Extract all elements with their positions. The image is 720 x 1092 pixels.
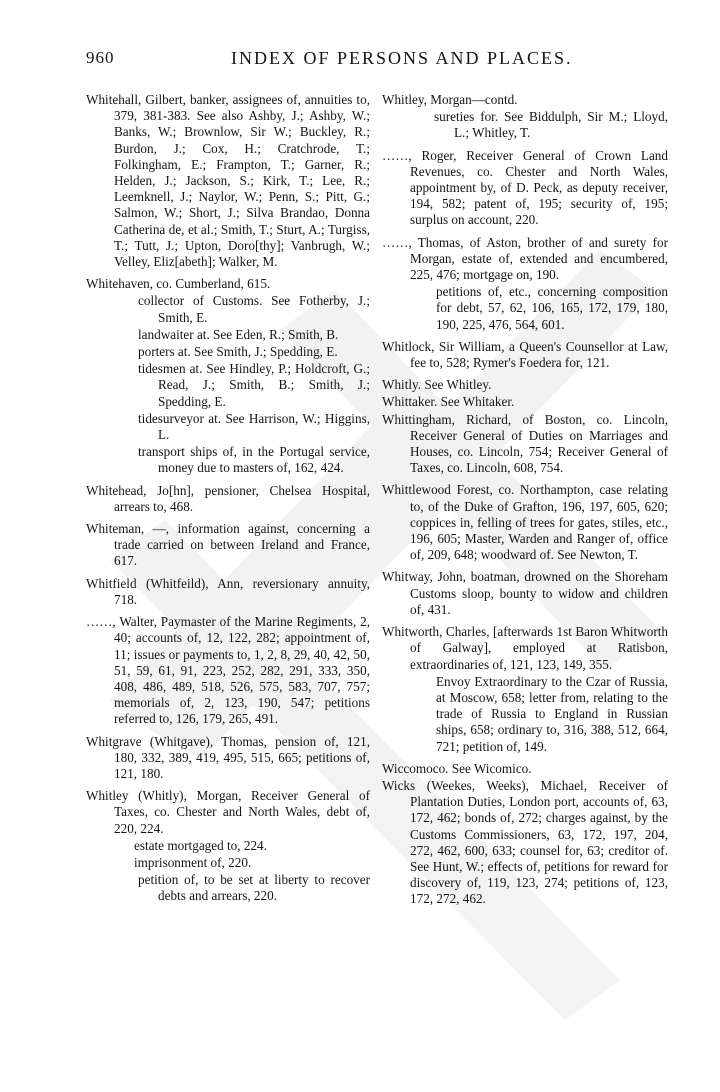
index-entry: Wicks (Weekes, Weeks), Michael, Receiver of Plantation Duties, London port, accounts of, 63, 172, 462; bonds of, 272; charges against, by the Customs Commissioners, 63, 172, 197, 204, 272, 462, 600, 633; counsel for, 63; creditor of. See Hunt, W.; effects of, petitions for reward for discovery of, 119, 123, 274; petitions of, 123, 172, 272, 462. <box>382 777 668 907</box>
index-subentry: tidesurveyor at. See Harrison, W.; Higgins, L. <box>138 410 370 443</box>
index-entry: Whitehaven, co. Cumberland, 615. <box>86 276 271 292</box>
index-entry: Whiteman, —, information against, concerning a trade carried on between Ireland and France, 617. <box>86 521 370 569</box>
index-column-right <box>382 92 668 914</box>
index-subentry: estate mortgaged to, 224. <box>134 837 267 853</box>
index-entry: Whitly. See Whitley. <box>382 377 492 393</box>
index-subentry: imprisonment of, 220. <box>134 854 252 870</box>
index-entry: Whitehall, Gilbert, banker, assignees of, annuities to, 379, 381-383. See also Ashby, J.; Ashby, W.; Banks, W.; Brownlow, Sir W.; Buckley, R.; Burdon, J.; Cox, H.; Cratchrode, T.; Folkingham, E.; Frampton, T.; Garner, R.; Helden, J.; Jackson, S.; Kirk, T.; Lee, R.; Leemknell, J.; Naylor, W.; Penn, S.; Pitt, G.; Salmon, W.; Short, J.; Silva Brandao, Donna Catherina de, et al.; Smith, T.; Sturt, A.; Turgiss, T.; Tutt, J.; Upton, Doro[thy]; Vanbrugh, W.; Velley, Eliz[abeth]; Walker, M. <box>86 92 370 270</box>
index-entry: Whitgrave (Whitgave), Thomas, pension of, 121, 180, 332, 389, 419, 495, 515, 665; petitions of, 121, 180. <box>86 733 370 781</box>
index-subentry: petitions of, etc., concerning composition for debt, 57, 62, 106, 165, 172, 179, 180, 190, 225, 476, 564, 601. <box>436 284 668 332</box>
index-subentry: petition of, to be set at liberty to recover debts and arrears, 220. <box>138 872 370 904</box>
index-entry: Wiccomoco. See Wicomico. <box>382 760 532 776</box>
index-entry: ……, Walter, Paymaster of the Marine Regiments, 2, 40; accounts of, 12, 122, 282; appointment of, 11; issues or payments to, 1, 2, 8, 29, 40, 42, 50, 51, 59, 61, 91, 223, 252, 282, 291, 333, 350, 408, 486, 489, 518, 526, 575, 583, 707, 757; memorials of, 2, 123, 190, 547; petitions referred to, 126, 179, 265, 491. <box>86 614 370 727</box>
index-subentry: transport ships of, in the Portugal service, money due to masters of, 162, 424. <box>138 444 370 476</box>
index-subentry: tidesmen at. See Hindley, P.; Holdcroft, G.; Read, J.; Smith, B.; Smith, J.; Spedding, E. <box>138 361 370 409</box>
index-subentry: collector of Customs. See Fotherby, J.; Smith, E. <box>138 293 370 325</box>
index-entry: Whitehead, Jo[hn], pensioner, Chelsea Hospital, arrears to, 468. <box>86 482 370 514</box>
index-subentry: sureties for. See Biddulph, Sir M.; Lloyd, L.; Whitley, T. <box>434 109 668 141</box>
index-entry: Whitworth, Charles, [afterwards 1st Baron Whitworth of Galway], employed at Ratisbon, extraordinaries of, 121, 123, 149, 355. <box>382 624 668 672</box>
index-entry: ……, Thomas, of Aston, brother of and surety for Morgan, estate of, extended and encumbered, 225, 476; mortgage on, 190. <box>382 234 668 283</box>
index-entry: Whitfield (Whitfeild), Ann, reversionary annuity, 718. <box>86 575 370 607</box>
index-entry: Whitway, John, boatman, drowned on the Shoreham Customs sloop, bounty to widow and children of, 431. <box>382 569 668 617</box>
page-title: INDEX OF PERSONS AND PLACES. <box>231 48 573 68</box>
index-subentry: porters at. See Smith, J.; Spedding, E. <box>138 344 338 360</box>
index-subentry: landwaiter at. See Eden, R.; Smith, B. <box>138 326 339 342</box>
page-number: 960 <box>86 48 115 67</box>
index-entry: Whitley (Whitly), Morgan, Receiver General of Taxes, co. Chester and North Wales, debt of, 220, 224. <box>86 788 370 836</box>
index-column-left <box>86 92 370 906</box>
index-entry: Whitlock, Sir William, a Queen's Counsellor at Law, fee to, 528; Rymer's Foedera for, 121. <box>382 338 668 371</box>
index-entry: ……, Roger, Receiver General of Crown Land Revenues, co. Chester and North Wales, appointment by, of D. Peck, as deputy receiver, 194, 582; patent of, 195; security of, 195; surplus on account, 220. <box>382 147 668 228</box>
index-subentry: Envoy Extraordinary to the Czar of Russia, at Moscow, 658; letter from, relating to the trade of Russia to England in Russian ships, 658; ordinary to, 316, 388, 512, 664, 721; petition of, 149. <box>436 673 668 754</box>
index-entry: Whittingham, Richard, of Boston, co. Lincoln, Receiver General of Duties on Marriages and Houses, co. Lincoln, 754; Receiver General of Taxes, co. Lincoln, 608, 754. <box>382 411 668 476</box>
index-entry: Whittlewood Forest, co. Northampton, case relating to, of the Duke of Grafton, 196, 197, 605, 620; coppices in, felling of trees for gates, stiles, etc., 196, 605; Master, Warden and Ranger of, office of, 209, 648; woodward of. See Newton, T. <box>382 482 668 563</box>
index-entry: Whitley, Morgan—contd. <box>382 92 518 107</box>
page-header <box>86 48 670 72</box>
index-entry: Whittaker. See Whitaker. <box>382 394 515 410</box>
